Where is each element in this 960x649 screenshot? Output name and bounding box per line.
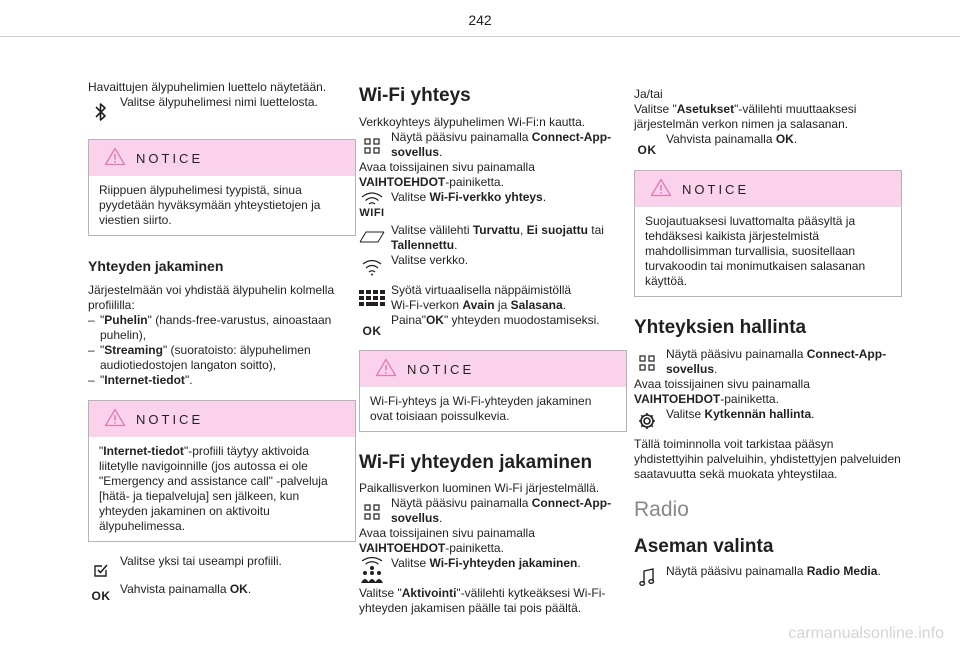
notice-title: NOTICE	[407, 361, 475, 377]
notice-title: NOTICE	[682, 181, 750, 197]
text-part: .	[562, 298, 566, 312]
text-part: Valitse	[391, 556, 430, 570]
text-bold: Wi-Fi-verkko yhteys	[429, 190, 543, 204]
manage-step	[634, 407, 902, 433]
bluetooth-icon	[88, 97, 114, 127]
ok-label: OK	[637, 142, 657, 157]
radio-text	[666, 564, 902, 579]
text-bold: Salasana	[510, 298, 563, 312]
page-number: 242	[468, 12, 492, 28]
text-bold: VAIHTOEHDOT	[359, 541, 446, 555]
notice-text: Riippuen älypuhelimesi tyypistä, sinua pyydetään hyväksymään yhteystietojen ja viestien siirto.	[99, 183, 321, 227]
home-text	[391, 130, 627, 160]
share-text	[391, 556, 627, 586]
wifi-label: WIFI	[359, 206, 385, 219]
notice-text: Wi-Fi-yhteys ja Wi-Fi-yhteyden jakaminen ovat toisiaan poissulkevia.	[370, 394, 592, 423]
notice-body: "-profiili täytyy aktivoida liitetylle navigoinnille (jos autossa ei ole "Emergency and assistance call" -palveluja [hätä- ja tiepalveluja] sen jälkeen, kun yhteyden jakaminen on aktivoitu älypuhelimessa.	[99, 444, 328, 533]
home-step	[634, 347, 902, 377]
wifi-intro: Verkkoyhteys älypuhelimen Wi-Fi:n kautta.	[359, 115, 586, 129]
home-text	[391, 496, 627, 526]
or-text: Ja/tai	[634, 87, 663, 101]
activate-text	[359, 586, 627, 616]
text-bold: OK	[425, 313, 444, 327]
network-text: Valitse verkko.	[391, 253, 469, 267]
press-ok-text	[391, 313, 627, 343]
profile-name: Internet-tiedot	[103, 444, 184, 458]
text-part: .	[247, 582, 252, 596]
wifi-signal-icon	[359, 255, 385, 279]
notice-box	[359, 350, 627, 432]
tab-step	[359, 223, 627, 253]
text-bold: VAIHTOEHDOT	[634, 392, 721, 406]
wifi-share-heading: Wi-Fi yhteyden jakaminen	[359, 452, 593, 473]
apps-grid-icon	[359, 500, 385, 524]
text-bold: Aktivointi	[401, 586, 457, 600]
text-part: Avaa toissijainen sivu painamalla	[359, 160, 535, 174]
settings-text	[634, 102, 902, 132]
text-part: Näytä pääsivu painamalla	[666, 564, 807, 578]
quote: "	[99, 444, 104, 458]
text-bold: Avain	[462, 298, 495, 312]
tab-text	[391, 223, 627, 253]
text-part: Paina"	[391, 313, 426, 327]
warning-icon	[650, 178, 672, 201]
quote: "	[100, 313, 105, 327]
confirm-step	[88, 582, 356, 603]
watermark: carmanualsonline.info	[788, 625, 944, 642]
text-part: tai	[587, 223, 604, 237]
text-bold: Tallennettu	[391, 238, 455, 252]
text-part: " yhteyden muodostamiseksi.	[443, 313, 600, 327]
text-bold: Connect-App-sovellus	[666, 347, 887, 376]
ok-icon	[634, 138, 660, 162]
list-dash: –	[88, 343, 95, 357]
text-bold: Asetukset	[676, 102, 735, 116]
text-part: .	[439, 145, 443, 159]
manage-text	[666, 407, 902, 433]
warning-icon	[104, 147, 126, 170]
tab-icon	[359, 225, 385, 249]
text-part: Vahvista painamalla	[666, 132, 776, 146]
wifi-heading: Wi-Fi yhteys	[359, 85, 471, 106]
profile-desc: " (suoratoisto: älypuhelimen audiotiedostojen langaton soitto),	[100, 343, 311, 372]
options-text	[634, 377, 902, 407]
text-part: .	[542, 190, 547, 204]
notice-header	[635, 171, 901, 207]
list-dash: –	[88, 313, 95, 327]
quote: "	[100, 373, 105, 387]
profile-desc: " (hands-free-varustus, ainoastaan puhelin),	[100, 313, 332, 342]
notice-text: Suojautuaksesi luvattomalta pääsyltä ja tehdäksesi kaikista järjestelmistä mahdollisimman turvallisia, suositellaan turvakoodin tai monimutkaisen salasanan käyttöä.	[645, 214, 866, 288]
profile-item	[88, 313, 356, 343]
connections-body: Tällä toiminnolla voit tarkistaa pääsyn yhdistettyihin palveluihin, yhdistettyjen palveluiden saatavuutta sekä muokata yhteystilaa.	[634, 437, 901, 481]
text-part: Näytä pääsivu painamalla	[666, 347, 807, 361]
text-bold: VAIHTOEHDOT	[359, 175, 446, 189]
text-bold: Turvattu	[472, 223, 520, 237]
ok-label: OK	[362, 323, 382, 338]
text-part: .	[439, 511, 443, 525]
notice-box	[88, 139, 356, 236]
text-bold: OK	[775, 132, 794, 146]
intro-text: Havaittujen älypuhelimien luettelo näytetään.	[88, 80, 327, 94]
text-part: .	[577, 556, 581, 570]
text-part: -painiketta.	[445, 175, 504, 189]
text-part: .	[454, 238, 458, 252]
text-bold: Connect-App-sovellus	[391, 130, 612, 159]
profile-item	[88, 373, 356, 388]
notice-header	[89, 401, 355, 437]
text-part: ,	[519, 223, 527, 237]
text-part: Valitse välilehti	[391, 223, 473, 237]
confirm-step	[634, 132, 902, 162]
notice-text	[89, 437, 355, 541]
text-part: "-välilehti muuttaaksesi järjestelmän verkon nimen ja salasanan.	[634, 102, 857, 131]
text-part: -painiketta.	[445, 541, 504, 555]
press-ok-step	[359, 313, 627, 343]
checkbox-icon	[88, 558, 114, 582]
text-part: Wi-Fi-verkon	[391, 298, 463, 312]
text-bold: OK	[229, 582, 248, 596]
column-1	[88, 80, 356, 603]
home-text	[666, 347, 902, 377]
header-rule	[0, 36, 960, 37]
text-part: -painiketta.	[720, 392, 779, 406]
apps-grid-icon	[634, 351, 660, 375]
select-profiles-step	[88, 554, 356, 582]
music-note-icon	[634, 566, 660, 590]
notice-box	[634, 170, 902, 297]
text-part: Valitse "	[634, 102, 677, 116]
profile-name: Internet-tiedot	[104, 373, 185, 387]
bluetooth-step	[88, 95, 356, 131]
column-2	[359, 85, 627, 616]
text-bold: Wi-Fi-yhteyden jakaminen	[429, 556, 578, 570]
text-part: Valitse "	[359, 586, 402, 600]
options-text	[359, 526, 627, 556]
text-part: Vahvista painamalla	[120, 582, 230, 596]
wifi-icon	[359, 190, 385, 222]
text-part: Valitse	[391, 190, 430, 204]
ok-icon	[359, 319, 385, 343]
profiles-intro: Järjestelmään voi yhdistää älypuhelin kolmella profiililla:	[88, 283, 335, 312]
text-bold: Connect-App-sovellus	[391, 496, 612, 525]
radio-section-title: Radio	[634, 498, 689, 521]
ok-label: OK	[91, 588, 111, 603]
station-heading: Aseman valinta	[634, 536, 774, 557]
text-part: .	[793, 132, 798, 146]
select-profiles-text: Valitse yksi tai useampi profiili.	[120, 554, 282, 568]
share-step	[359, 556, 627, 586]
keyboard-icon	[359, 287, 385, 311]
keyboard-keys-text	[391, 298, 627, 313]
profile-list	[88, 313, 356, 388]
gear-icon	[634, 409, 660, 433]
text-part: .	[714, 362, 718, 376]
text-bold: Radio Media	[806, 564, 878, 578]
text-part: Näytä pääsivu painamalla	[391, 496, 532, 510]
connections-heading: Yhteyksien hallinta	[634, 317, 807, 338]
text-part: Avaa toissijainen sivu painamalla	[359, 526, 535, 540]
column-3	[634, 87, 902, 579]
profile-name: Puhelin	[104, 313, 148, 327]
text-part: ja	[494, 298, 511, 312]
network-step	[359, 253, 627, 283]
text-part: .	[811, 407, 815, 421]
ok-icon	[88, 584, 114, 608]
warning-icon	[375, 358, 397, 381]
list-dash: –	[88, 373, 95, 387]
profile-item	[88, 343, 356, 373]
confirm-text	[120, 582, 356, 597]
text-bold: Kytkennän hallinta	[704, 407, 812, 421]
quote: "	[100, 343, 105, 357]
keyboard-step	[359, 283, 627, 313]
select-phone-text: Valitse älypuhelimesi nimi luettelosta.	[120, 95, 318, 109]
apps-grid-icon	[359, 134, 385, 158]
wifi-share-intro: Paikallisverkon luominen Wi-Fi järjestelmällä.	[359, 481, 600, 495]
hotspot-icon	[359, 556, 385, 584]
text-part: Avaa toissijainen sivu painamalla	[634, 377, 810, 391]
notice-header	[360, 351, 626, 387]
warning-icon	[104, 408, 126, 431]
notice-box	[88, 400, 356, 542]
text-part: "-välilehti kytkeäksesi Wi-Fi-yhteyden jakamisen päälle tai pois päältä.	[359, 586, 606, 615]
home-step	[359, 130, 627, 160]
section-heading: Yhteyden jakaminen	[88, 258, 224, 274]
home-step	[359, 496, 627, 526]
profile-name: Streaming	[104, 343, 163, 357]
notice-title: NOTICE	[136, 411, 204, 427]
text-part: Valitse	[666, 407, 705, 421]
wifi-step	[359, 190, 627, 223]
profile-desc: ".	[184, 373, 193, 387]
wifi-select-text	[391, 190, 627, 223]
keyboard-text: Syötä virtuaalisella näppäimistöllä	[391, 283, 572, 297]
confirm-text	[666, 132, 902, 162]
text-part: Näytä pääsivu painamalla	[391, 130, 532, 144]
notice-title: NOTICE	[136, 150, 204, 166]
text-bold: Ei suojattu	[526, 223, 588, 237]
radio-step	[634, 564, 902, 579]
text-part: .	[877, 564, 881, 578]
options-text	[359, 160, 627, 190]
notice-header	[89, 140, 355, 176]
